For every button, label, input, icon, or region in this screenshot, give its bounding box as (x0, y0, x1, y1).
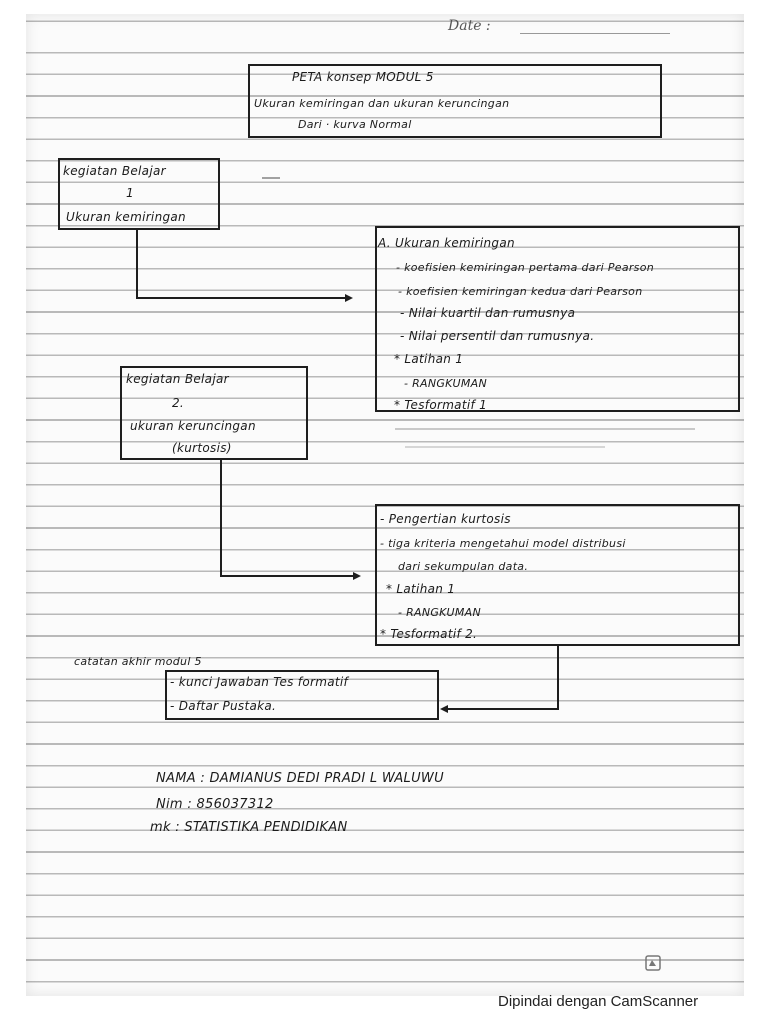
box-a-item-3: - Nilai kuartil dan rumusnya (400, 306, 576, 320)
arrow-to-closing-box (440, 705, 448, 713)
connector-kb1-vertical (136, 230, 138, 298)
smudge-mark (405, 446, 605, 448)
kb2-line-3: ukuran keruncingan (130, 419, 256, 433)
box-b-item-2: - tiga kriteria mengetahui model distribusi (380, 537, 626, 550)
box-a-item-6: - RANGKUMAN (404, 377, 488, 390)
closing-item-2: - Daftar Pustaka. (170, 699, 277, 713)
box-b-item-1: - Pengertian kurtosis (380, 512, 511, 526)
box-a-item-5: * Latihan 1 (394, 352, 464, 366)
arrow-to-box-a (345, 294, 353, 302)
connector-kb2-horizontal (220, 575, 354, 577)
smudge-mark (262, 177, 280, 179)
connector-kb1-horizontal (136, 297, 346, 299)
box-a-heading: A. Ukuran kemiringan (378, 236, 515, 250)
title-line-2: Ukuran kemiringan dan ukuran keruncingan (254, 97, 510, 110)
box-a-item-4: - Nilai persentil dan rumusnya. (400, 329, 595, 343)
box-a-item-1: - koefisien kemiringan pertama dari Pearson (396, 261, 655, 274)
title-line-1: PETA konsep MODUL 5 (292, 70, 434, 84)
kb2-line-4: (kurtosis) (172, 441, 232, 455)
box-b-item-4: * Latihan 1 (386, 582, 456, 596)
kb1-line-1: kegiatan Belajar (63, 164, 166, 178)
box-b-item-5: - RANGKUMAN (398, 606, 482, 619)
box-b-item-3: dari sekumpulan data. (398, 560, 529, 573)
title-line-3: Dari · kurva Normal (298, 118, 412, 131)
kb1-line-3: Ukuran kemiringan (66, 210, 186, 224)
signature-nama: NAMA : DAMIANUS DEDI PRADI L WALUWU (156, 771, 444, 786)
date-line (520, 33, 670, 34)
camscanner-watermark: Dipindai dengan CamScanner (498, 993, 699, 1010)
closing-item-1: - kunci Jawaban Tes formatif (170, 675, 349, 689)
arrow-to-box-b (353, 572, 361, 580)
smudge-mark (395, 428, 695, 430)
signature-mk: mk : STATISTIKA PENDIDIKAN (150, 820, 348, 835)
closing-label: catatan akhir modul 5 (74, 655, 202, 668)
camscanner-logo-icon (644, 954, 662, 972)
kb2-line-1: kegiatan Belajar (126, 372, 229, 386)
box-a-item-2: - koefisien kemiringan kedua dari Pearson (398, 285, 643, 298)
connector-closing-horizontal (446, 708, 559, 710)
box-b-item-6: * Tesformatif 2. (380, 627, 478, 641)
signature-nim: Nim : 856037312 (156, 797, 274, 812)
connector-closing-vertical (557, 646, 559, 710)
kb1-line-2: 1 (126, 186, 134, 200)
kb2-line-2: 2. (172, 396, 185, 410)
box-a-item-7: * Tesformatif 1 (394, 398, 488, 412)
date-label: Date : (448, 18, 491, 34)
connector-kb2-vertical (220, 460, 222, 576)
